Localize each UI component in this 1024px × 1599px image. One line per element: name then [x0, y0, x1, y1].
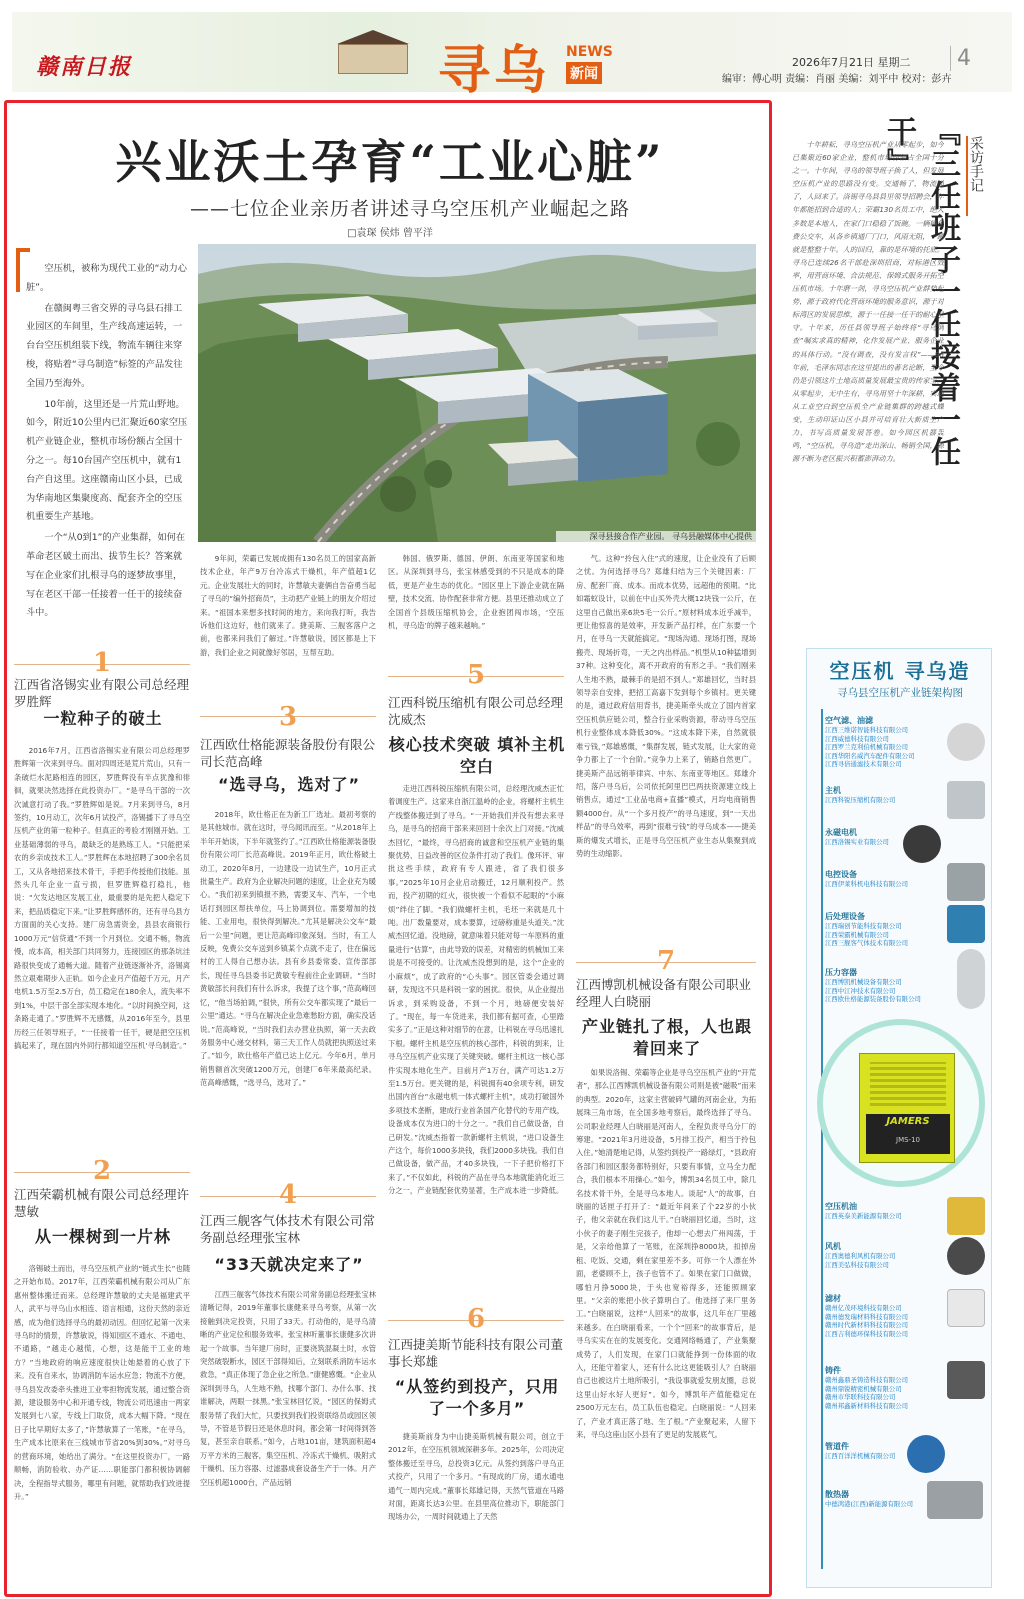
section-title-4: “33天就决定来了”: [214, 1255, 364, 1274]
section-body: [576, 552, 756, 936]
section-body: [200, 552, 376, 698]
section-interviewee: 江西科锐压缩机有限公司总经理沈威杰: [388, 695, 564, 727]
chain-company: 江西瑞创节能科技有限公司: [825, 922, 902, 930]
section-number: 2: [92, 1156, 112, 1186]
chain-trunk-line: [821, 709, 823, 1569]
lead-paragraph: 在赣闽粤三省交界的寻乌县石排工业园区的车间里，生产线高速运转，一台台空压机组装下线，物流车辆往来穿梭，将贴着“寻乌制造”标签的产品发往全国乃至海外。: [26, 302, 183, 389]
chain-category: [825, 1489, 935, 1509]
chain-category-name: 散热器: [825, 1490, 849, 1499]
industry-chain-infographic: [806, 648, 992, 1588]
section-body: [200, 1288, 376, 1588]
chain-company: 中德鸿港(江西)新能源有限公司: [825, 1500, 914, 1508]
chain-company: 赣州德发瑞材料科技有限公司: [825, 1312, 909, 1321]
chain-company: 江西英泰美新能源有限公司: [825, 1212, 902, 1220]
sidebar-title: 『三任班子一任接着一任干』: [881, 116, 960, 468]
chain-company: 江西威德科技有限公司: [825, 734, 889, 743]
section-title: 寻乌: [438, 41, 551, 101]
section-news-label: NEWS: [566, 44, 613, 60]
chain-category: [825, 911, 935, 948]
oil-bucket-icon: [947, 1197, 985, 1235]
lead-paragraph: 空压机，被称为现代工业的“动力心脏”。: [26, 263, 187, 293]
screw-airend-icon: [947, 781, 985, 819]
photo-caption: 深寻县接合作产业园。 寻乌县融媒体中心提供: [556, 531, 756, 542]
chain-category-name: 空气滤、油滤: [825, 716, 873, 725]
chain-category: [825, 1201, 935, 1221]
article-byline: □袁琛 侯炜 曾平洋: [347, 228, 433, 239]
casting-icon: [947, 1361, 985, 1399]
section-interviewee: 江西博凯机械设备有限公司职业经理人白晓丽: [576, 977, 752, 1009]
section-number: 1: [92, 648, 112, 678]
chain-category-name: 管道件: [825, 1442, 849, 1451]
section-interviewee: 江西欧仕格能源装备股份有限公司长范高峰: [200, 737, 376, 769]
dryer-icon: [947, 905, 985, 943]
section-news-zh-label: 新闻: [566, 62, 602, 84]
lead-paragraph: 一个“从0到1”的产业集群，如何在革命老区破土而出、拔节生长？答案就写在企业家们扎根寻乌的逐梦故事里，写在老区干部一任接着一任干的接续奋斗中。: [26, 532, 186, 619]
control-panel-icon: [947, 863, 985, 901]
chain-category: [825, 1241, 935, 1269]
chain-company: 江西三舰客气体技术有限公司: [825, 939, 909, 947]
section-body: [576, 1066, 756, 1588]
chain-category-name: 滤材: [825, 1294, 841, 1303]
article-lead: [26, 260, 190, 625]
chain-company: 赣州市华联科技有限公司: [825, 1393, 896, 1401]
section-body: [388, 782, 564, 1302]
chain-category-name: 空压机油: [825, 1202, 857, 1211]
body-paragraph: 走进江西科锐压缩机有限公司，总经理沈威杰正忙着调度生产。这家来自浙江温岭的企业，将螺杆主机生产线整体搬迁到了寻乌。“一开始我们并没有想去来寻乌，是寻乌的招商干部来来回回十余次上门对接。”沈威杰回忆，“最终，寻乌招商的诚意和空压机产业链的集聚优势、日益改善的区位条件打动了我们。像环评、审批这些手续，政府有专人跟进，省了我们很多事。”2025年10月企业启动搬迁，12月顺利投产。然而，投产初期的红火，很快被一个看似不起眼的“小麻烦”绊住了脚。“我们做螺杆主机，毛坯一来就是几十吨。出厂数量要对，成本要算，过磅称重是头道关。”沈威杰回忆道。没地磅，就意味着只能对每一车原料的重量进行“估算”，由此导致的误差，对精密的机械加工来说是不可接受的。让沈威杰没想到的是，这个“企业的小麻烦”，成了政府的“心头事”。园区管委会通过调研，发现这不只是科锐一家的困扰。很快，从企业提出诉求，到采购设备，不到一个月，地磅便安装好了。“现在，每一车货进来，我们都有据可查，心里踏实多了。”正是这种对细节的在意，让科锐在寻乌迅速扎下根。螺杆主机是空压机的核心部件，科锐的到来，让寻乌空压机产业实现了关键突破。螺杆主机这一核心部件实现本地化生产。目前月产1万台，满产可达1.2万至1.5万台。更关键的是，科锐拥有40余项专利，研发出国内首台“永磁电机一体式螺杆主机”，成功打破国外多项技术垄断，建成行业首条国产化替代的专用产线，设备成本仅为进口的十分之一。“我们自己做设备，自己研发。”沈威杰指着一款新螺杆主机说，“进口设备生产这个，每价1000多块钱，我们2000多块钱。我们自己做设备，做产品，才40多块钱，一下子把价格打下来了。”不仅如此，科锐的产品在寻乌本地就能消化近三分之一，产业链配套优势显著，生产成本进一步降低。: [388, 784, 564, 1196]
chain-company: 江西百洋洋机械有限公司: [825, 1452, 896, 1460]
body-paragraph: 2018年，欧仕格正在为新工厂选址。最初考察的是其他城市。就在这时，寻乌闻讯而至。“从2018年上半年开始谈，下半年就签约了。”江西欧仕格能源装备股份有限公司厂长范高峰说。2019年正月，欧仕格破土动工，2020年8月，一边建设一边试生产，10月正式批量生产。政府为企业解决问题的速度，让企业充为暖心。“我们初来到镇报不熟，需要叉车、汽车，一个电话打到园区帮扶单位，马上协调到位。需要增加的技能、工业用电，很快得到解决。”尤其是解决公交车“最后一公里”问题，更让范高峰印象深刻。当时，有工人反映，免费公交车送到乡镇某个点就不走了，住在偏远村的工人得自己想办法。县有乡县委常委、宣传部部长，现任寻乌县委书记黄敏专程前往企业调研。“当时黄敏部长问我们有什么诉求，我提了这个事，”范高峰回忆，“他当场拍调，”很快，所有公交车都实现了“最后一公里”通达。“寻乌在解决企业急难愁盼方面，确实没话说。”范高峰说，“当时我们去办营业执照，第一天去政务服务中心递交材料，第三天工作人员就把执照送过来了。”如今，欧仕格年产值已达上亿元。今年6月，单月销售额首次突破1200万元，创建厂6年来最高纪录。范高峰感慨，“选寻乌，选对了。”: [200, 810, 376, 1088]
chain-category: [825, 1365, 935, 1410]
chain-company: 江西伊莱科机电科技有限公司: [825, 880, 909, 888]
sidebar-tag: 采访手记: [966, 136, 986, 216]
section-number: 4: [278, 1180, 298, 1210]
chain-category-name: 铸件: [825, 1366, 841, 1375]
chain-company: 江西荣霸机械有限公司: [825, 930, 889, 939]
section-interviewee: 江西省洛锡实业有限公司总经理罗胜辉: [14, 677, 190, 709]
filter-media-icon: [947, 1289, 985, 1327]
section-body: [200, 808, 376, 1178]
chain-category-name: 后处理设备: [825, 912, 865, 921]
compressor-brand: JAMERS: [886, 1116, 930, 1127]
section-interviewee: 江西捷美斯节能科技有限公司董事长郑雄: [388, 1337, 564, 1369]
chain-company: 赣州邦鑫新材料科技有限公司: [825, 1401, 909, 1410]
section-title-6: “从签约到投产，只用了一个多月”: [394, 1377, 560, 1418]
chain-company: 江西洛锡实业有限公司: [825, 838, 889, 846]
chain-category: [825, 869, 935, 889]
section-number: 5: [466, 660, 486, 690]
air-compressor-image: [859, 1053, 955, 1163]
section-title-3: “选寻乌，选对了”: [217, 775, 361, 794]
infographic-title: 空压机 寻乌造: [829, 659, 971, 683]
body-paragraph: 2016年7月，江西省洛锡实业有限公司总经理罗胜辉第一次来到寻乌。面对四周还是荒片荒山，只有一条破烂水泥路相连的园区，罗胜辉没有半点犹豫和徘徊，就果决然选择在此投资办厂。“是寻乌干部的一次次诚意打动了我。”罗胜辉如是说。7月来到寻乌，8月签约，10月动工，次年6月试投产，洛锡播下了寻乌空压机产业的第一粒种子。但真正的考验才刚刚开始。工业基础薄弱的寻乌，最缺乏的是熟练工人。“只能把采农的乡亲成技术工人。”罗胜辉在本地招聘了300余名员工，又从各地招来技术骨干，手把手传授他们技能。虽然头几年企业一直亏损，但罗胜辉稳打稳扎，他说：“欠发达地区发展工业，最重要的是先把人稳定下来，把品质稳定下来。”让罗胜辉感怀的，还有寻乌县方方面面的关心支持。建厂房急需资金，县县农商银行1000万元“信贷通”不到一个月到位。交通不畅，物流慢，成本高，相关部门共同努力，连接园区的那条坑洼路很快变成了通畅大道。随着产业链逐渐补齐，洛锡离然立艰难期步入正轨。如今企业月产值超千万元，月产电机1.5万至2.5万台，员工稳定在180余人，流失率不到1%，中层干部全部实现本地化。“以时间换空间，这条路走通了。”罗胜辉不无感慨，从2016年至今，县里历经三任领导班子，“一任接着一任干，硬是把空压机搞起来了，现在国内外同行都知道空压机‘寻乌制造’。”: [14, 746, 190, 1050]
section-title-5: 核心技术突破 填补主机空白: [388, 735, 566, 776]
chain-category-name: 电控设备: [825, 870, 857, 879]
chain-company: 江西博凯机械设备有限公司: [825, 978, 902, 986]
chain-category-name: 压力容器: [825, 968, 857, 977]
chain-category: [825, 1293, 935, 1338]
body-paragraph: 洛锡破土而出，寻乌空压机产业的“链式生长”也随之开始布局。2017年，江西荣霸机械有限公司从广东惠州整体搬迁而来。总经理许慧敏的丈夫是福建武平人，武平与寻乌山水相连、语言相通，这份天然的亲近感，成为他们选择寻乌的最初动因。但回忆起第一次来寻乌时的情景，许慧敏说，得知园区不通水、不通电、不通路，“越走心越慌，心想，这是能干工业的地方？”当地政府的响应速度很快让她悬着的心放了下来。没有自来水，协调消防车运水应急；物流不方便，寻乌县发改委牵头推进工业零担物流发展，通过整合资源，建设服务中心和开通专线，物流公司迅速由一两家发展到七八家，专线上门取货，成本大幅下降。“现在日子比早期好太多了，”许慧敏算了一笔账，“在寻乌，生产成本比原来在三线城市节省20%到30%。”对寻乌的营商环境，她给出了满分。“在这里投资办厂，一路顺畅，消防验收、办产证……职能部门都积极协调解决，全程指导式服务，哪里有问题，就帮助我们改进提升。”: [14, 1264, 190, 1501]
pavilion-illustration: [328, 30, 418, 76]
lead-paragraph: 10年前，这里还是一片荒山野地。如今，附近10公里内已汇聚近60家空压机产业链企业，整机市场份额占全国十分之一。每10台国产空压机中，就有1台产自这里。这座赣南山区小县，已成为华南地区集聚度高、配套齐全的空压机重要生产基地。: [26, 398, 188, 523]
section-interviewee: 江西荣霸机械有限公司总经理许慧敏: [14, 1187, 190, 1219]
section-interviewee: 江西三舰客气体技术有限公司常务副总经理张宝林: [200, 1213, 376, 1245]
masthead: [0, 0, 1024, 100]
section-body: [388, 1430, 564, 1588]
chain-category-name: 永磁电机: [825, 828, 857, 837]
body-paragraph: 气。这种“拎包入住”式的速度，让企业没有了后顾之忧。为何选择寻乌？郑雄归结为三个关键因素：厂房、配套厂商、成本。而成本优势，远超他的预期。“比如霜蚁设计，以前在中山买外壳大概12块钱一公斤，在这里自己做出来6块5毛一公斤。”原材料成本近乎减半，更让他惊喜的是效率，开发新产品打样，在广东要一个月，在寻乌一天就能搞定。“现场沟通、现场打图，现场搬壳、现场折弯，一天之内出样品。”机型从10种猛增到37种。这种变化，离不开政府的有形之手。“我们刚来人生地不熟，最棘手的是招不到人。”郑雄回忆，当时县领导亲自安排，把招工高嘉下发到每个乡镇村。更关键的是，通过政府信用背书，捷美斯牵头成立了国内首家空压机供应链公司，整合行业采购资源，带动寻乌空压机行业整体成本降低30%。“这成本降下来，自然就很难亏钱，”郑雄感慨，“集群发展，链式发展，让大家的竞争力都上了一个台阶。”竞争力上来了，销路自然更广。捷美斯产品远销菲律宾、中东、东南亚等地区。郑雄介绍，落户寻乌后，公司依托阿里巴巴两扶资源建立线上销售点，通过“工业品电商+直播”模式，月均电商销售额4000台。从“一个多月投产”的寻乌速度，到“一天出样品”的寻乌效率，再到“很难亏钱”的寻乌成本——捷美斯的爆发式增长，正是寻乌空压机产业生态从集聚到成势的生动缩影。: [576, 554, 756, 858]
section-number: 7: [656, 946, 676, 976]
chain-company: 江西华阳名威汽车配件有限公司: [825, 751, 915, 760]
infographic-subtitle: 寻乌县空压机产业链架构图: [837, 687, 963, 699]
chain-company: 江西吉利德环保科技有限公司: [825, 1329, 909, 1338]
chain-company: 江西中江冲技术有限公司: [825, 986, 896, 995]
chain-company: 江西科锐压缩机有限公司: [825, 796, 896, 804]
compressor-model: JMS-10: [896, 1136, 920, 1144]
section-title-7: 产业链扎了根，人也跟着回来了: [581, 1017, 752, 1058]
body-paragraph: 9年间，荣霸已发展成拥有130名员工的国家高新技术企业，年产9万台冷冻式干燥机，年产值超1亿元。企业发展壮大的同时，许慧敏夫妻俩自告奋勇当起了寻乌的“编外招商员”，主动把产业链上的朋友介绍过来。“祖国本来想多找时间的地方，来向我打听，我告诉他们这边好，他们就来了。捷美斯、三舰客落户之前，也都来问我们了解过。”许慧敏说，园区都是上下游，我们企业之间就像好邻居，互帮互助。: [200, 554, 376, 657]
chain-company: 赣州时代新材料科技有限公司: [825, 1321, 909, 1329]
chain-category: [825, 785, 935, 805]
chain-company: 江西奥德利风机有限公司: [825, 1252, 896, 1260]
chain-company: 赣州鑫鼎圣铸造科技有限公司: [825, 1376, 909, 1384]
radiator-icon: [927, 1481, 983, 1519]
air-filter-icon: [947, 723, 985, 761]
section-number: 3: [278, 702, 298, 732]
chain-company: 江西美弘科技有限公司: [825, 1260, 889, 1269]
industrial-park-aerial-photo: [198, 244, 756, 542]
chain-category: [825, 967, 935, 1004]
section-number: 6: [466, 1304, 486, 1334]
chain-company: 赣州亿茂环境科技有限公司: [825, 1304, 902, 1312]
section-body: [14, 744, 190, 1156]
section-body: [14, 1262, 190, 1588]
section-title-1: 一粒种子的破土: [43, 709, 163, 728]
chain-category-name: 主机: [825, 786, 841, 795]
sidebar-body: [792, 138, 944, 534]
chain-category-name: 风机: [825, 1242, 841, 1251]
section-title-2: 从一棵树到一片林: [34, 1227, 171, 1246]
body-paragraph: 如果说洛锡、荣霸等企业是寻乌空压机产业的“开荒者”，那么江西博凯机械设备有限公司则是被“磁吸”而来的典型。2020年，这家主营破碎气罐的河南企业，为拓展珠三角市场，在全国多地考察后，最终选择了寻乌。公司职业经理人白晓丽是河南人，全程负责寻乌分厂的筹建。“2021年3月进设备，5月排工投产，相当于拎包入住。”她清楚地记得，从签约到投产一路绿灯，“县政府各部门和园区服务都特别好，只要有事情，立马全力配合，我们根本不用操心。”如今，博凯34名员工中，除几名技术骨干外，全是寻乌本地人。谈起“人”的故事，白晓丽的话匣子打开了：“最近年间来了个22岁的小伙子，他父亲就在我们这儿干。”白晓丽回忆道，当时，这小伙子的妻子刚生完孩子，他却一心想去广州闯荡，于是，父亲给他算了一笔账，在深圳挣8000块，扣掉房租、吃饭、交通，剩在家里差不多。可你一个人漂在外面，老婆顾不上，孩子也管不了。如果在家门口做做，哪怕月挣5000块，于头也宽裕得多，还能照顾家里。“父亲的账把小伙子算明白了。他选择了来厂里务工。”白晓丽说，这样“人回来”的故事，这几年在厂里越来越多。在白晓丽看来，一个个“回来”的故事背后，是寻乌实实在在的发展变化。交通网络畅通了，产业集聚成势了，人们发现，在家门口就能挣到一份体面的收入，还能守着家人，还有什么比这更能吸引人？白晓丽自己也被这片土地所吸引，“我设事就爱发朋友圈，总说这里山好水好人更好”。如今，博凯年产值能稳定在2500万元左右，员工队伍也稳定。白晓丽说：“人回来了，产业才真正落了地、生了根。”产业聚起来，人留下来，寻乌这座山区小县有了更足的发展底气。: [576, 1068, 756, 1439]
pressure-tank-icon: [957, 949, 985, 1009]
body-paragraph: 江西三舰客气体技术有限公司常务副总经理张宝林清晰记得，2019年董事长康健来寻乌考察，从第一次接触到决定投资，只用了33天。打动他的，是寻乌清晰的产业定位和服务效率。张宝林听董事长康健多次讲起一个故事。当年建厂房时，正要浇筑混凝土时，水管突然破裂断水，园区干部得知后，立刻联系消防车运水救急，“真正体现了急企业之所急。”康健感慨。“企业从深圳到寻乌，人生地不熟，找哪个部门、办什么事、找谁解决，两眼一抹黑。”张宝林回忆说，“园区的保姆式服务帮了我们大忙，只要找到我们投资联络员或园区领导，不管是节假日还是休息时间，都会第一时间得到答复，甚至亲自联系。”如今，占地101亩，建筑面积超4万平方米的三舰客，集空压机、冷冻式干燥机、吸附式干燥机、压力容器、过滤器成套设备生产于一体。月产空压机超1000台，产品远销: [200, 1290, 376, 1487]
article-headline: 兴业沃土孕育“工业心脏”: [115, 135, 665, 189]
sidebar-paragraph: 十年耕耘，寻乌空压机产业从零起步，如今已集聚近60家企业，整机市场份额占全国十分之一。十年间，寻乌的领导班子换了人，但发展空压机产业的思路没有变。交通畅了，物流通了，人回来了。洛锡寻乌县县里领导招聘会，年年都能招到合适的人；荣霸130名员工中，绝大多数是本地人，在家门口稳稳了饭碗。一辆辆免费公交车，从各乡镇通厂门口，风雨无阻，一趟就是整整十年。人的回归，靠的是环境的托底。寻乌已连续26名干部赴深圳招商，对标港区效率，用营商环境、合法规范、保姆式服务开拓空压机市场。十年磨一剑，寻乌空压机产业群势起势，源于政府代化营商环境的服务意识，源于对标湾区的发展思维，源于一任接一任干的耐心坚守。十年来，历任县领导班子始终将“寻乌调查”嘱实求真的精神，化作发展产业、服务企业的具体行动。“没有调查，没有发言权”——96年前，毛泽东同志在这里提出的著名论断，至今仍是引领这片土地高质量发展最宝贵的传家宝。从零起步，无中生有，寻乌用坚十年深耕，实现从工业空白到空压机全产业链集群的跨越式蝶变，生动印证山区小县并可培育壮大新质生产力，书写高质量发展答卷。如今园区机器轰鸣，“空压机，寻乌造”走出深山、畅销全国，源源不断为老区振兴积蓄澎湃动力。: [792, 140, 944, 464]
pipe-clamp-icon: [907, 1435, 945, 1473]
chain-company: 江西罗兰克利伯机械有限公司: [825, 743, 909, 751]
motor-icon: [903, 825, 941, 863]
editor-credits: 编审：傅心明 责编：肖丽 美编：刘平中 校对：彭卉: [722, 74, 952, 85]
body-paragraph: 韩国、俄罗斯、德国、伊朗、东南亚等国家和地区。从深圳到寻乌，张宝林感受到的不只是成本的降低，更是产业生态的优化。“园区里上下游企业就在隔壁，技术交流、协作配套非常方便。县里还推动成立了全国首个县级压缩机协会，企业抱团闯市场，‘空压机，寻乌造’的牌子越来越响。”: [388, 554, 564, 631]
chain-company: 赣州鼎锐精密机械有限公司: [825, 1384, 902, 1393]
compressor-showcase: [817, 1019, 985, 1187]
chain-company: 江西三维诺智能科技有限公司: [825, 726, 909, 734]
body-paragraph: 捷美斯前身为中山捷美斯机械有限公司，创立于2012年，在空压机领域深耕多年。2025年，公司决定整体搬迁至寻乌，总投资3亿元。从签约到落户寻乌正式投产，只用了一个多月。“有现成的厂房，通水通电通气一周内完成。”董事长郑雄记得，天然气管道在马路对面，距离长达3公里。在县里高位推动下，职能部门现场办公，一周时间就通上了天然: [388, 1432, 564, 1522]
fan-icon: [947, 1237, 985, 1275]
chain-company: 江西欧仕格能源装备股份有限公司: [825, 995, 921, 1003]
section-body: [388, 552, 564, 656]
chain-company: 江西寻倍通滤技术有限公司: [825, 760, 902, 768]
issue-date: 2026年7月21日 星期二: [792, 56, 911, 69]
article-subheadline: ——七位企业亲历者讲述寻乌空压机产业崛起之路: [189, 198, 630, 220]
chain-category: [825, 715, 935, 769]
newspaper-logo: 赣南日报: [36, 54, 133, 80]
page-number: 4: [950, 46, 971, 71]
